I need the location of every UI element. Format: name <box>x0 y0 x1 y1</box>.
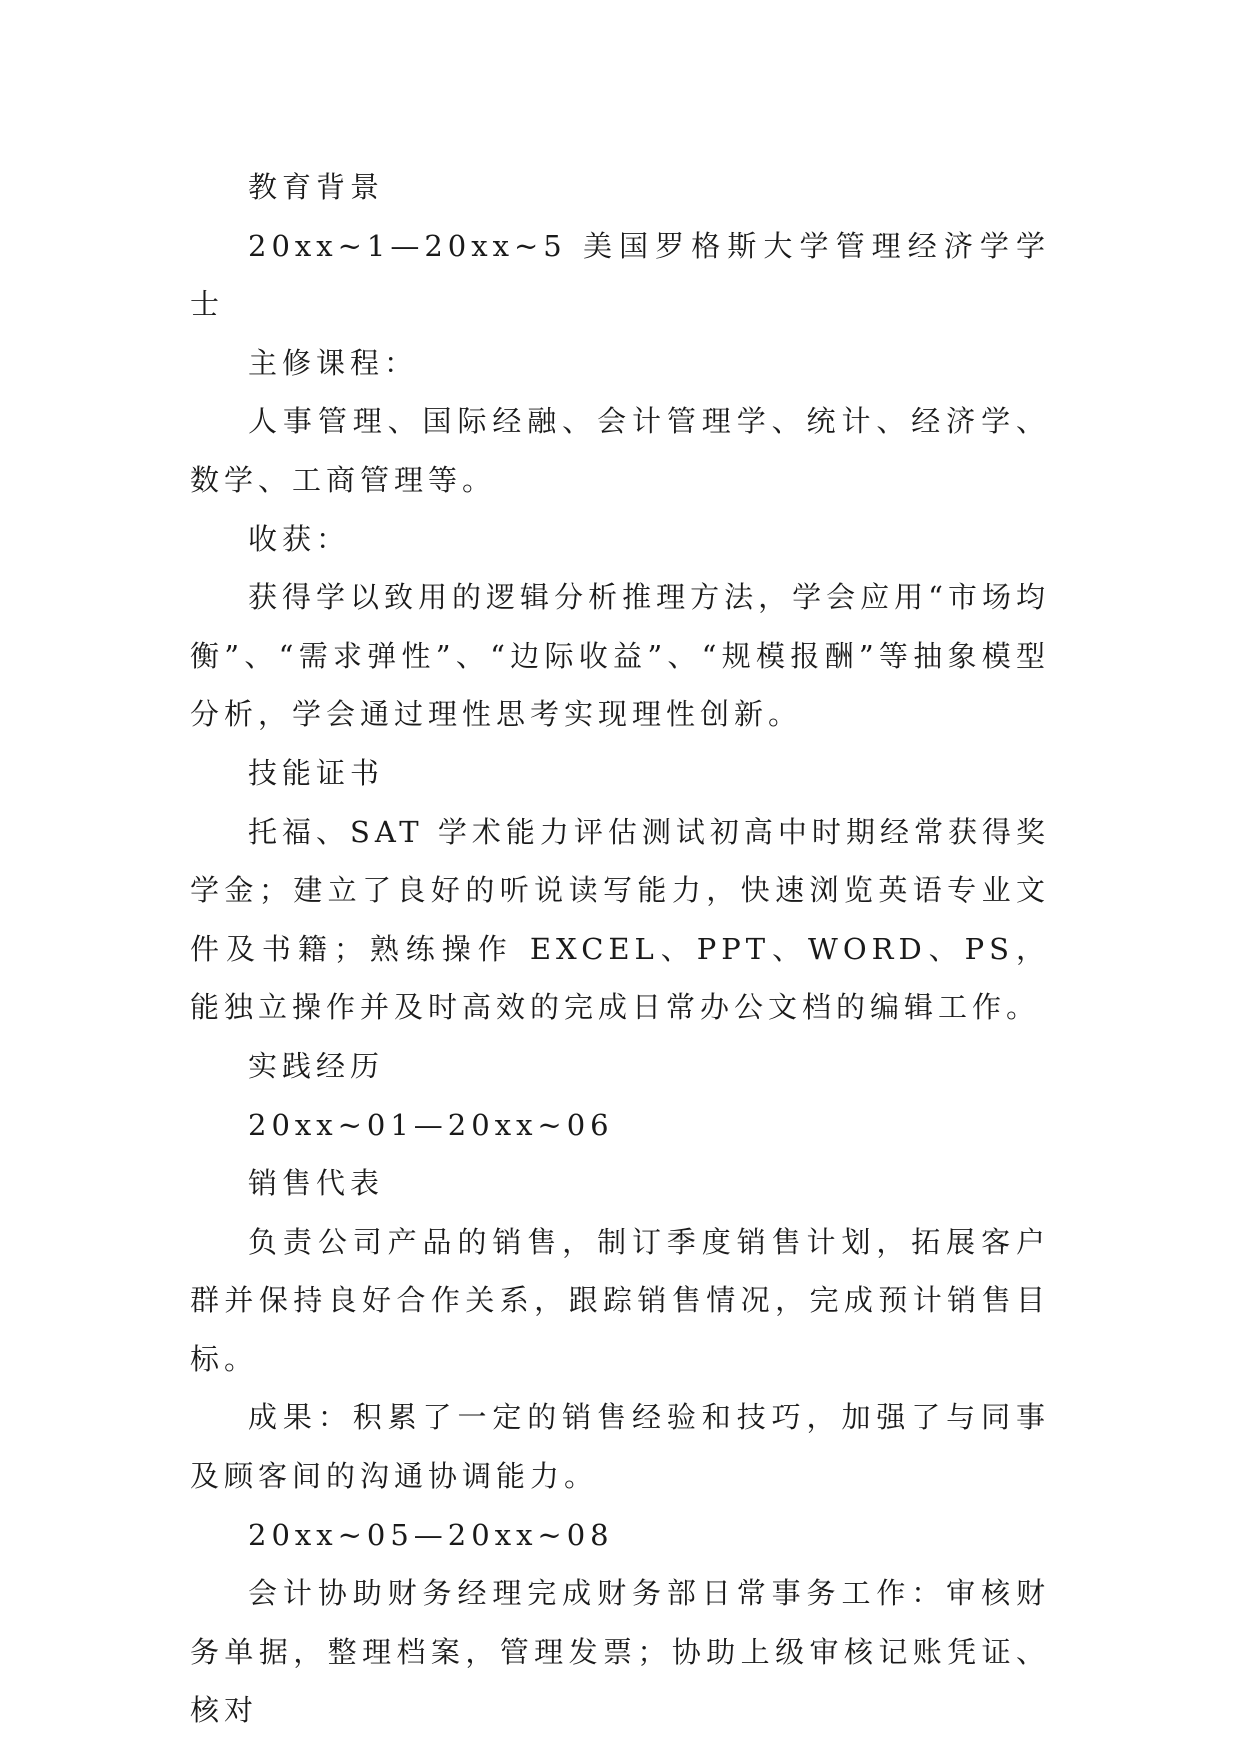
experience-1-duties: 负责公司产品的销售，制订季度销售计划，拓展客户群并保持良好合作关系，跟踪销售情况，完成预计销售目标。 <box>190 1224 1050 1376</box>
major-courses-list: 人事管理、国际经融、会计管理学、统计、经济学、数学、工商管理等。 <box>190 404 1050 497</box>
heading-education: 教育背景 <box>248 170 385 204</box>
label-major-courses: 主修课程： <box>248 345 419 380</box>
experience-2-duties: 会计协助财务经理完成财务部日常事务工作：审核财务单据，整理档案，管理发票；协助上级审核记账凭证、核对 <box>190 1576 1050 1728</box>
experience-1-dates: 20xx~01—20xx~06 <box>248 1107 614 1142</box>
gains-text: 获得学以致用的逻辑分析推理方法，学会应用“市场均衡”、“需求弹性”、“边际收益”、“规模报酬”等抽象模型分析，学会通过理性思考实现理性创新。 <box>190 580 1050 732</box>
document-body <box>190 158 1050 1740</box>
experience-1-title: 销售代表 <box>248 1166 385 1201</box>
education-degree: 20xx~1—20xx~5 美国罗格斯大学管理经济学学士 <box>190 228 1050 322</box>
experience-1-results: 成果：积累了一定的销售经验和技巧，加强了与同事及顾客间的沟通协调能力。 <box>190 1400 1050 1494</box>
skills-text: 托福、SAT 学术能力评估测试初高中时期经常获得奖学金；建立了良好的听说读写能力，快速浏览英语专业文件及书籍；熟练操作 EXCEL、PPT、WORD、PS，能独立操作并及时高效的完成日常办公文档的编辑工作。 <box>190 814 1050 1025</box>
label-gains: 收获： <box>248 521 351 556</box>
heading-skills-certificates: 技能证书 <box>248 755 385 790</box>
experience-2-dates: 20xx~05—20xx~08 <box>248 1517 614 1552</box>
heading-practice-experience: 实践经历 <box>248 1048 385 1083</box>
